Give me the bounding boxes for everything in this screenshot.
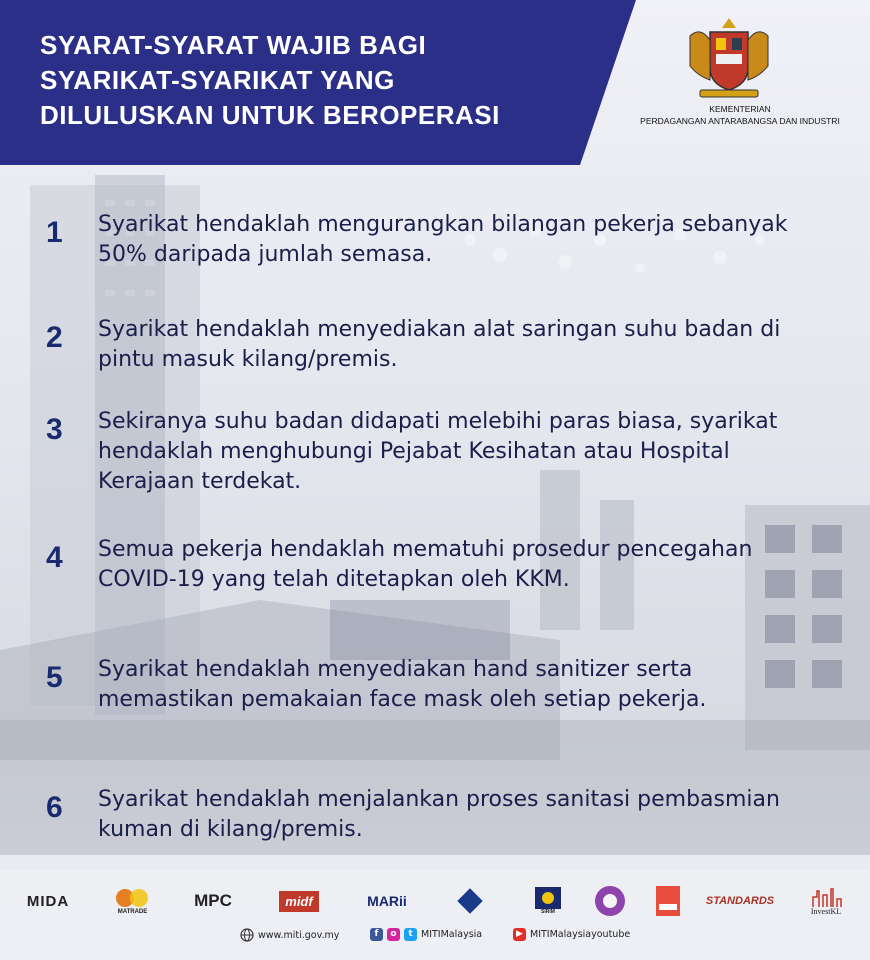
condition-text: Sekiranya suhu badan didapati melebihi paras biasa, syarikat hendaklah menghubungi Pejabat Kesihatan atau Hospital Kerajaan terdekat. bbox=[98, 409, 778, 494]
condition-text: Syarikat hendaklah menyediakan alat saringan suhu badan di pintu masuk kilang/premis. bbox=[98, 317, 781, 372]
matrade-mark-icon bbox=[113, 887, 153, 909]
footer bbox=[0, 926, 870, 948]
youtube-icon: ▶ bbox=[513, 928, 526, 941]
footer-social[interactable] bbox=[370, 928, 482, 941]
sme-corp-logo-icon bbox=[585, 878, 635, 924]
title-line: SYARAT-SYARAT WAJIB BAGI bbox=[40, 30, 427, 60]
twitter-icon: t bbox=[404, 928, 417, 941]
footer-website[interactable] bbox=[240, 928, 339, 942]
instagram-icon: o bbox=[387, 928, 400, 941]
logo-mida: MIDA bbox=[26, 892, 70, 910]
coat-of-arms-icon bbox=[682, 14, 776, 102]
logo-matrade: MATRADE bbox=[105, 878, 160, 924]
website-text: www.miti.gov.my bbox=[258, 929, 340, 941]
condition-number: 2 bbox=[46, 321, 63, 354]
title-line: SYARIKAT-SYARIKAT YANG bbox=[40, 65, 395, 95]
logo-standards: STANDARDS bbox=[705, 895, 775, 907]
page-title bbox=[40, 28, 500, 133]
steel-institute-logo-icon bbox=[445, 878, 495, 924]
title-line: DILULUSKAN UNTUK BEROPERASI bbox=[40, 100, 500, 130]
footer-youtube[interactable] bbox=[513, 928, 630, 941]
facebook-icon: f bbox=[370, 928, 383, 941]
condition-text: Syarikat hendaklah menyediakan hand sanitizer serta memastikan pemakaian face mask oleh setiap pekerja. bbox=[98, 657, 707, 712]
logo-mpc: MPC bbox=[194, 891, 232, 910]
condition-number: 3 bbox=[46, 413, 63, 446]
logo-investkl: InvestKL bbox=[795, 878, 857, 924]
social-handle-text: MITIMalaysia bbox=[421, 929, 483, 940]
globe-icon bbox=[240, 928, 254, 942]
partner-logos bbox=[0, 878, 870, 924]
condition-number: 6 bbox=[46, 791, 63, 824]
sirim-mark-icon bbox=[535, 887, 561, 909]
condition-text: Semua pekerja hendaklah mematuhi prosedur pencegahan COVID-19 yang telah ditetapkan oleh KKM. bbox=[98, 537, 753, 592]
condition-text: Syarikat hendaklah menjalankan proses sanitasi pembasmian kuman di kilang/premis. bbox=[98, 787, 780, 842]
condition-text: Syarikat hendaklah mengurangkan bilangan pekerja sebanyak 50% daripada jumlah semasa. bbox=[98, 212, 788, 267]
investkl-skyline-icon bbox=[809, 887, 843, 907]
bank-logo-icon bbox=[648, 878, 688, 924]
logo-sirim: SIRIM bbox=[525, 878, 571, 924]
condition-number: 4 bbox=[46, 541, 63, 574]
ministry-line: PERDAGANGAN ANTARABANGSA DAN INDUSTRI bbox=[640, 116, 840, 126]
logo-midf: midf bbox=[268, 878, 330, 924]
ministry-name bbox=[615, 103, 865, 127]
logo-marii: MARii bbox=[367, 893, 407, 909]
youtube-handle-text: MITIMalaysiayoutube bbox=[530, 929, 631, 940]
ministry-line: KEMENTERIAN bbox=[709, 104, 771, 114]
condition-number: 5 bbox=[46, 661, 63, 694]
condition-number: 1 bbox=[46, 216, 63, 249]
